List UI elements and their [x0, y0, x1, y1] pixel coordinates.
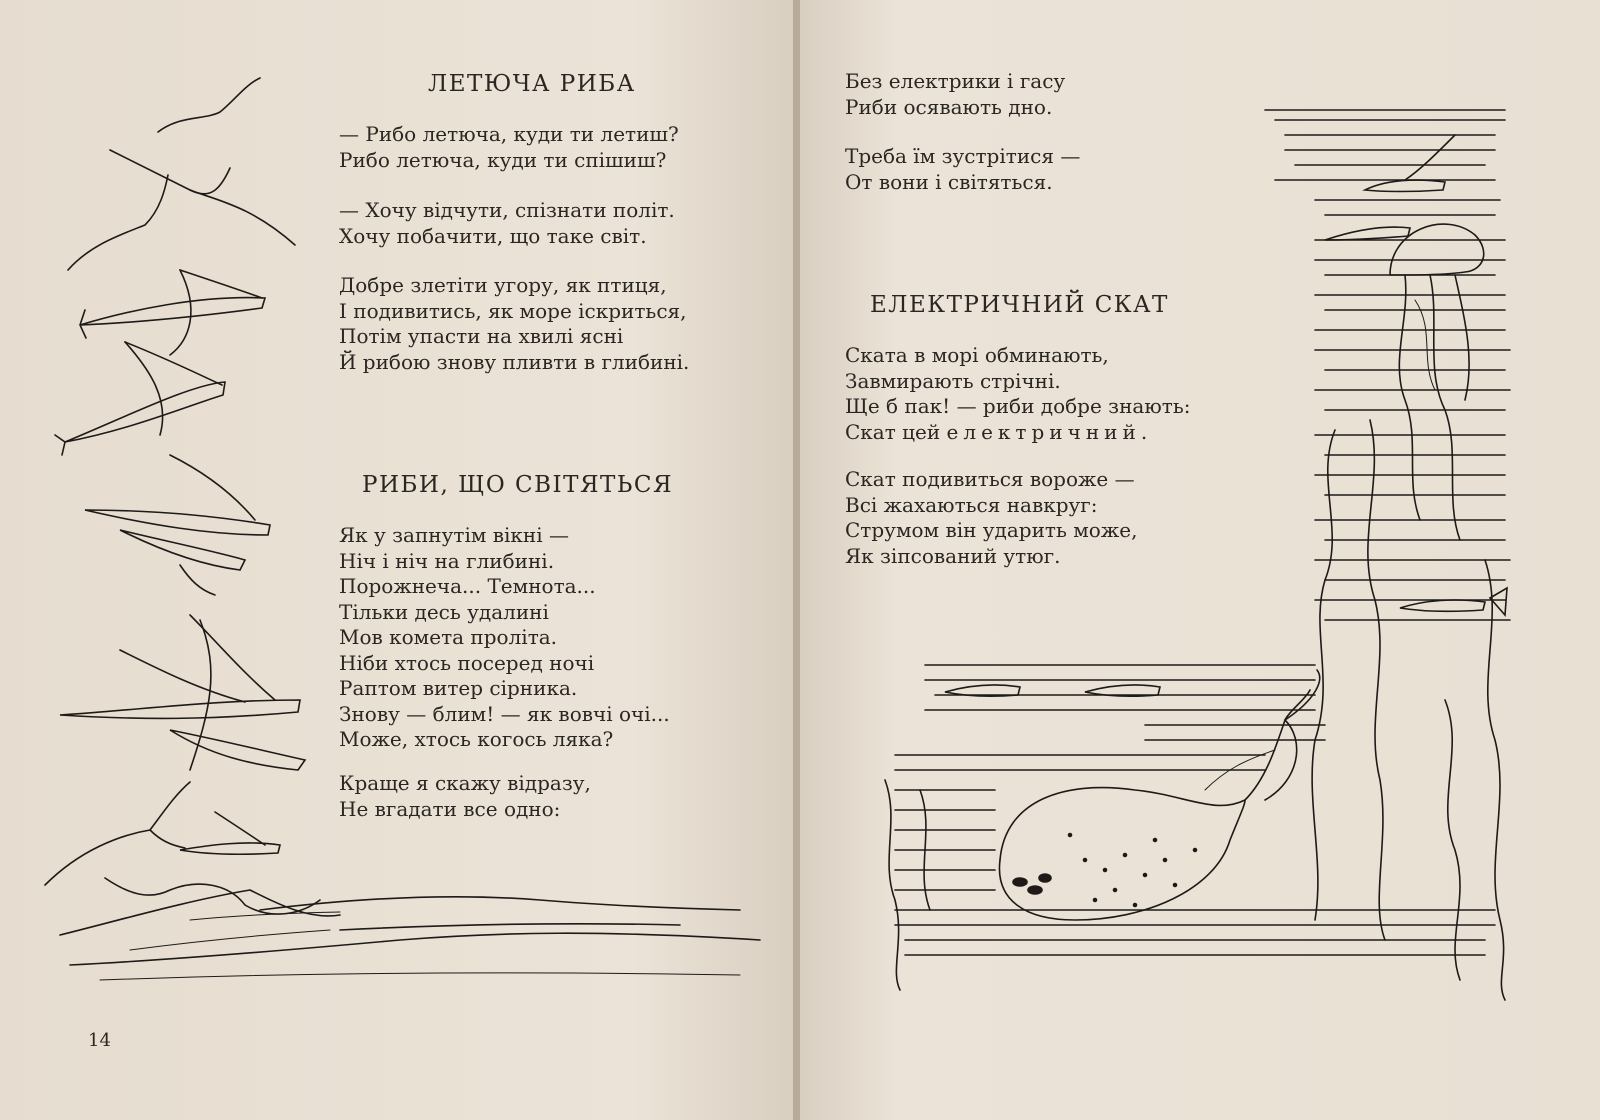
poem-stanza	[845, 69, 1065, 120]
poem-line: Знову — блим! — як вовчі очі...	[339, 701, 670, 726]
poem-line: От вони і світяться.	[845, 169, 1053, 194]
book-gutter	[793, 0, 800, 1120]
poem-line: І подивитись, як море іскриться,	[339, 298, 687, 323]
poem-line: Хочу побачити, що таке світ.	[339, 223, 647, 248]
poem-line: Краще я скажу відразу,	[339, 771, 591, 795]
poem-stanza	[845, 467, 1137, 569]
poem-line: Без електрики і гасу	[845, 69, 1066, 93]
page-number: 14	[88, 1030, 111, 1051]
poem-line: Тільки десь удалині	[339, 599, 549, 624]
poem-line	[845, 420, 1190, 446]
left-page	[0, 0, 793, 1120]
poem-line: Порожнеча... Темнота...	[339, 574, 596, 598]
poem-line: — Рибо летюча, куди ти летиш?	[339, 122, 679, 146]
poem-line: Раптом витер сірника.	[339, 676, 578, 700]
poem-line: Ніби хтось посеред ночі	[339, 650, 595, 675]
poem-title-elektrychnyi-skat: ЕЛЕКТРИЧНИЙ СКАТ	[870, 292, 1169, 318]
poem-line: Риби осявають дно.	[845, 94, 1053, 119]
right-page	[800, 0, 1600, 1120]
poem-line: Ще б пак! — риби добре знають:	[845, 394, 1191, 418]
poem-line: Добре злетіти угору, як птиця,	[339, 273, 667, 297]
poem-line: Як зіпсований утюг.	[845, 543, 1061, 568]
poem-line: Як у запнутім вікні —	[339, 523, 570, 547]
poem-title-letiucha-ryba: ЛЕТЮЧА РИБА	[428, 71, 636, 97]
poem-line: Може, хтось когось ляка?	[339, 727, 614, 751]
poem-stanza	[339, 122, 679, 173]
emphasized-word: електричний.	[946, 419, 1153, 444]
poem-line: Струмом він ударить може,	[845, 518, 1138, 542]
poem-line: Мов комета проліта.	[339, 625, 558, 649]
poem-stanza	[339, 198, 675, 249]
poem-stanza	[845, 144, 1080, 195]
poem-line: Й рибою знову пливти в глибині.	[339, 349, 690, 374]
poem-stanza	[339, 523, 670, 753]
poem-line: Ската в морі обминають,	[845, 343, 1109, 367]
poem-line: Не вгадати все одно:	[339, 796, 561, 821]
poem-line: Ніч і ніч на глибині.	[339, 548, 555, 573]
poem-title-ryby-shcho-svitiatsia: РИБИ, ЩО СВІТЯТЬСЯ	[362, 472, 674, 498]
poem-line: Завмирають стрічні.	[845, 368, 1061, 393]
poem-line: Всі жахаються навкруг:	[845, 492, 1098, 517]
poem-stanza	[339, 771, 591, 822]
poem-stanza	[339, 273, 689, 375]
poem-line: Треба їм зустрітися —	[845, 144, 1081, 168]
poem-line: Рибо летюча, куди ти спішиш?	[339, 147, 667, 172]
poem-stanza	[845, 343, 1190, 445]
poem-line: Потім упасти на хвилі ясні	[339, 324, 624, 348]
poem-line: — Хочу відчути, спізнати політ.	[339, 198, 675, 222]
poem-line-prefix: Скат цей	[845, 419, 941, 444]
poem-line: Скат подивиться вороже —	[845, 467, 1135, 491]
